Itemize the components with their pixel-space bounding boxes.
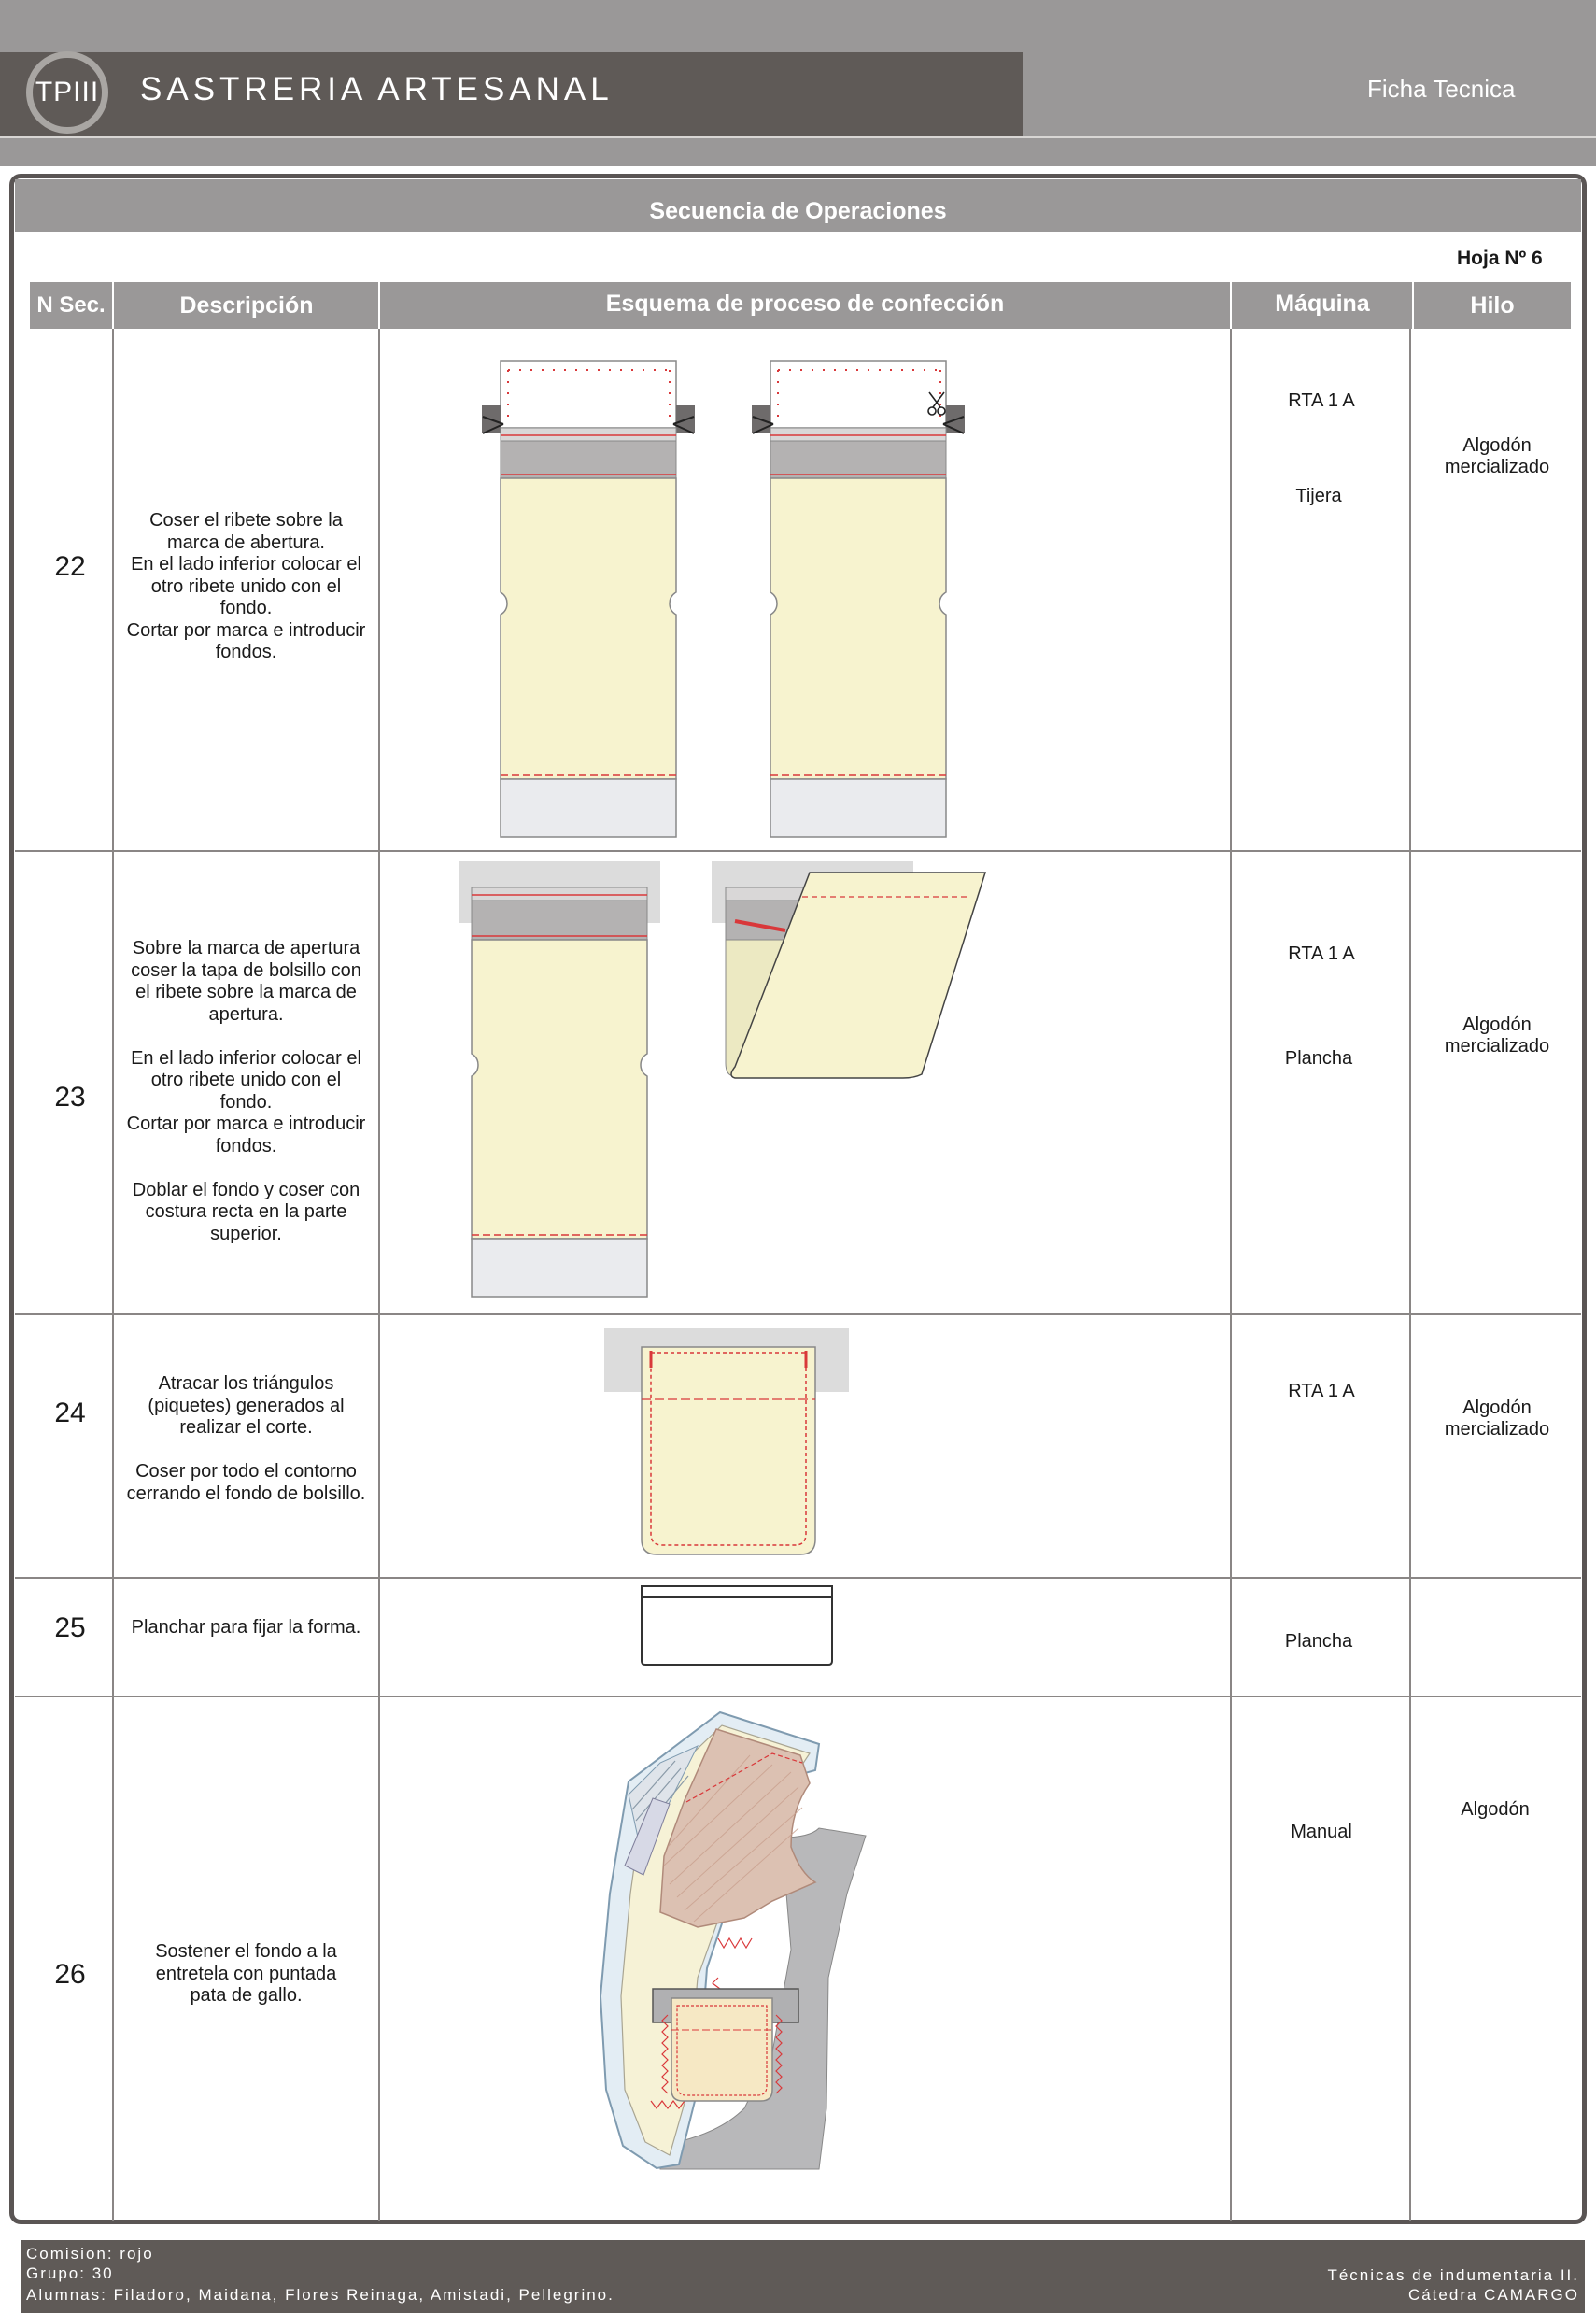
row-machine-25: Plancha xyxy=(1284,1631,1353,1652)
header-top-band xyxy=(0,0,1596,52)
diagram-22 xyxy=(380,331,1230,850)
pocket-welt-right xyxy=(752,361,965,837)
row-machine-24: RTA 1 A xyxy=(1288,1381,1355,1401)
pocket-flap-left xyxy=(459,861,660,1297)
row-seq-22: 22 xyxy=(54,551,86,582)
row-machine-22b: Tijera xyxy=(1295,486,1342,506)
pocket-flap-fold xyxy=(712,861,985,1078)
row-machine-26: Manual xyxy=(1291,1822,1352,1842)
footer-alumnas: Alumnas: Filadoro, Maidana, Flores Reinaga, Amistadi, Pellegrino. xyxy=(26,2286,614,2304)
col-header-seq: N Sec. xyxy=(36,292,106,318)
row-machine-23b: Plancha xyxy=(1284,1048,1353,1069)
row-description-26: Sostener el fondo a la entretela con puntada pata de gallo. xyxy=(155,1941,337,2006)
row-seq-24: 24 xyxy=(54,1398,86,1428)
row-thread-22: Algodón mercializado xyxy=(1444,435,1550,477)
header-sep xyxy=(378,282,380,329)
footer-course: Técnicas de indumentaria II. xyxy=(1327,2266,1579,2284)
row-machine-23a: RTA 1 A xyxy=(1288,944,1355,964)
col-header-description: Descripción xyxy=(179,292,314,319)
row-seq-23: 23 xyxy=(54,1082,86,1113)
diagram-23 xyxy=(380,852,1230,1313)
row-seq-25: 25 xyxy=(54,1612,86,1643)
col-header-thread: Hilo xyxy=(1470,292,1515,319)
row-thread-24: Algodón mercializado xyxy=(1444,1398,1550,1440)
row-description-24: Atracar los triángulos (piquetes) generados al realizar el corte. Coser por todo el contorno cerrando el fondo de bolsillo. xyxy=(126,1373,366,1504)
header-bottom-band xyxy=(0,138,1596,166)
row-description-23: Sobre la marca de apertura coser la tapa de bolsillo con el ribete sobre la marca de apertura. En el lado inferior colocar el otro ribete unido con el fondo. Cortar por marca e introducir fondos. Doblar el fondo y coser con costura recta en la parte superior. xyxy=(126,938,366,1244)
row-description-25: Planchar para fijar la forma. xyxy=(131,1617,361,1638)
grid-col-line xyxy=(1230,329,1232,2221)
pocket-welt-left xyxy=(482,361,695,837)
header-sep xyxy=(112,282,114,329)
diagram-24 xyxy=(380,1315,1230,1577)
jacket-front-interlining xyxy=(600,1712,866,2169)
row-description-22: Coser el ribete sobre la marca de abertura. En el lado inferior colocar el otro ribete unido con el fondo. Cortar por marca e introducir fondos. xyxy=(126,510,366,662)
row-seq-26: 26 xyxy=(54,1959,86,1990)
logo-text: TPIII xyxy=(35,77,100,107)
row-machine-22a: RTA 1 A xyxy=(1288,390,1355,411)
row-thread-23: Algodón mercializado xyxy=(1444,1015,1550,1057)
pressed-pocket xyxy=(642,1586,832,1665)
col-header-machine: Máquina xyxy=(1275,291,1370,317)
grid-col-line xyxy=(1409,329,1411,2221)
document-type: Ficha Tecnica xyxy=(1367,75,1516,103)
section-title: Secuencia de Operaciones xyxy=(15,179,1581,232)
grid-col-line xyxy=(112,329,114,2221)
diagram-26 xyxy=(380,1697,1230,2221)
footer-chair: Cátedra CAMARGO xyxy=(1407,2286,1579,2304)
diagram-25 xyxy=(380,1579,1230,1696)
footer-comision: Comision: rojo xyxy=(26,2245,154,2263)
brand-title: SASTRERIA ARTESANAL xyxy=(140,71,614,107)
sheet-number: Hoja Nº 6 xyxy=(1457,248,1543,269)
row-thread-26: Algodón xyxy=(1461,1799,1530,1820)
footer-grupo: Grupo: 30 xyxy=(26,2264,114,2282)
header-sep xyxy=(1230,282,1232,329)
col-header-diagram: Esquema de proceso de confección xyxy=(605,291,1005,317)
header-sep xyxy=(1412,282,1414,329)
pocket-bag-closed xyxy=(604,1328,849,1554)
